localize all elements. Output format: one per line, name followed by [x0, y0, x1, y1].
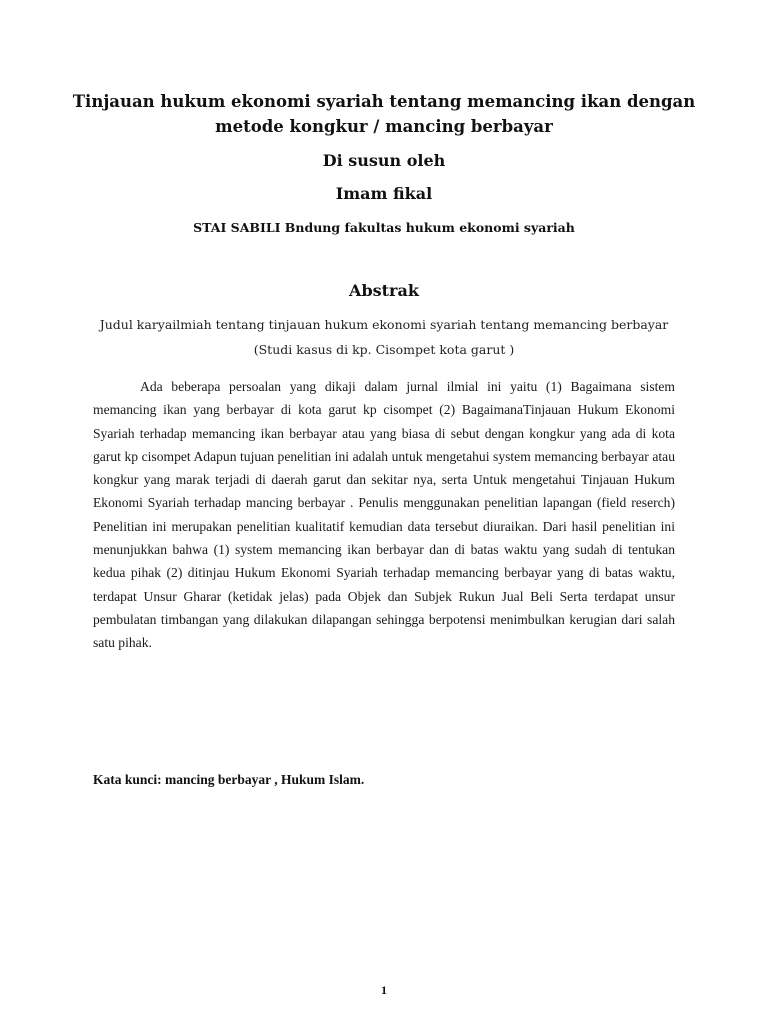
page-number: 1 [381, 983, 387, 997]
abstract-heading: Abstrak [349, 281, 419, 300]
abstract-body: Ada beberapa persoalan yang dikaji dalam jurnal ilmial ini yaitu (1) Bagaimana sistem memancing ikan yang berbayar di kota garut kp cisompet (2) BagaimanaTinjauan Hukum Ekonomi Syariah terhadap memancing ikan berbayar atau yang biasa di sebut dengan kongkur yang ada di kota garut kp cisompet Adapun tujuan penelitian ini adalah untuk mengetahui system memancing berbayar atau kongkur yang marak terjadi di daerah garut dan sekitar nya, serta Untuk mengetahui Tinjauan Hukum Ekonomi Syariah terhadap mancing berbayar . Penulis menggunakan penelitian lapangan (field reserch) Penelitian ini merupakan penelitian kualitatif kemudian data tersebut diuraikan. Dari hasil penelitian ini menunjukkan bahwa (1) system memancing ikan berbayar dan di batas waktu yang sudah di tentukan kedua pihak (2) ditinjau Hukum Ekonomi Syariah terhadap memancing berbayar yang di batas waktu, terdapat Unsur Gharar (ketidak jelas) pada Objek dan Subjek Rukun Jual Beli Serta terdapat unsur pembulatan timbangan yang dilakukan dilapangan sehingga berpotensi menimbulkan kerugian dari salah satu pihak. [93, 379, 675, 651]
abstract-case-study-line: (Studi kasus di kp. Cisompet kota garut ) [253, 342, 515, 357]
author-by-label: Di susun oleh [322, 151, 446, 170]
paper-title: Tinjauan hukum ekonomi syariah tentang memancing ikan dengan metode kongkur / mancing berbayar [72, 92, 696, 136]
author-affiliation: STAI SABILI Bndung fakultas hukum ekonomi syariah [193, 220, 575, 235]
author-name: Imam fikal [335, 184, 433, 203]
abstract-subject-line: Judul karyailmiah tentang tinjauan hukum ekonomi syariah tentang memancing berbayar [99, 317, 669, 332]
keywords: Kata kunci: mancing berbayar , Hukum Islam. [93, 772, 365, 787]
